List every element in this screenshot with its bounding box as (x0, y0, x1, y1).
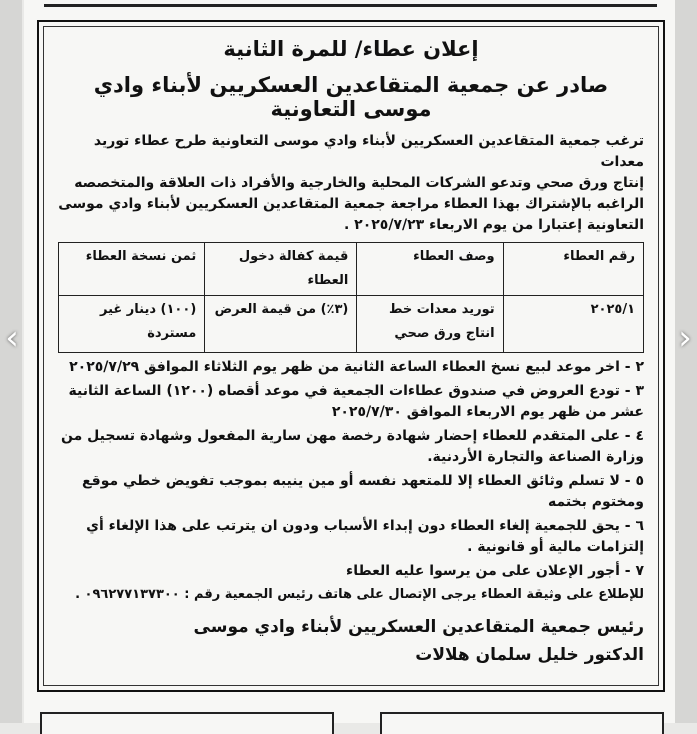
cell-tender-number: ٢٠٢٥/١ (503, 296, 643, 353)
chevron-left-icon[interactable]: ‹ (5, 318, 19, 358)
next-ad-box-right (380, 712, 664, 734)
header-tender-description: وصف العطاء (357, 243, 503, 296)
list-item: ٣ - تودع العروض في صندوق عطاءات الجمعية في موعد أقصاه (١٢٠٠) الساعة الثانية عشر من ظهر يوم الاربعاء الموافق ٢٠٢٥/٧/٣٠ (68, 383, 644, 420)
tender-advertisement (37, 20, 665, 692)
signature-name: الدكتور خليل سلمان هلالات (415, 645, 644, 665)
list-item: ٤ - على المتقدم للعطاء إحضار شهادة رخصة مهن سارية المفعول وشهادة تسجيل من وزارة الصناعة والتجارة الأردنية. (61, 428, 644, 465)
contact-line: للإطلاع على وثيقة العطاء يرجى الإتصال على هاتف رئيس الجمعية رقم : ٠٩٦٢٧٧١٣٧٣٠٠ . (75, 587, 644, 602)
ad-title: إعلان عطاء/ للمرة الثانية (223, 37, 479, 61)
intro-line: ترغب جمعية المتقاعدين العسكريين لأبناء وادي موسى التعاونية طرح عطاء توريد معدات (93, 133, 644, 170)
table-row (59, 296, 644, 353)
header-tender-number: رقم العطاء (503, 243, 643, 296)
list-item: ٢ - اخر موعد لبيع نسخ العطاء الساعة الثانية من ظهر يوم الثلاثاء الموافق ٢٠٢٥/٧/٢٩ (69, 359, 644, 375)
ad-inner-frame (43, 26, 659, 686)
intro-paragraph (58, 131, 644, 236)
intro-line: إنتاج ورق صحي وتدعو الشركات المحلية والخارجية والأفراد ذات العلاقة والمتخصصه (74, 175, 644, 191)
list-item: ٥ - لا تسلم وثائق العطاء إلا للمتعهد نفسه أو مين ينيبه بموجب تفويض خطي موقع ومختوم بختمه (81, 473, 644, 510)
cell-copy-price: (١٠٠) دينار غير مستردة (59, 296, 205, 353)
list-item: ٧ - أجور الإعلان على من يرسوا عليه العطاء (346, 563, 644, 579)
intro-line: الراغبه بالإشتراك بهذا العطاء مراجعة جمعية المتقاعدين العسكريين لأبناء وادي موسى (58, 196, 644, 212)
list-item: ٦ - يحق للجمعية إلغاء العطاء دون إبداء الأسباب ودون ان يترتب على هذا الإلغاء أي إلتزامات مالية أو قانونية . (86, 518, 644, 555)
cell-bid-bond: (٣٪) من قيمة العرض (205, 296, 357, 353)
conditions-list (58, 357, 644, 582)
right-margin-strip (675, 0, 697, 723)
header-copy-price: ثمن نسخة العطاء (59, 243, 205, 296)
left-margin-strip (0, 0, 22, 723)
ad-issuer: صادر عن جمعية المتقاعدين العسكريين لأبناء وادي موسى التعاونية (93, 73, 609, 121)
cell-tender-description: توريد معدات خط انتاج ورق صحي (357, 296, 503, 353)
top-rule (44, 4, 657, 7)
next-ad-box-left (40, 712, 334, 734)
tender-table (58, 242, 644, 353)
signature-title: رئيس جمعية المتقاعدين العسكريين لأبناء وادي موسى (193, 617, 644, 637)
chevron-right-icon[interactable]: › (678, 318, 692, 358)
table-header-row (59, 243, 644, 296)
intro-line: التعاونية إعتبارا من يوم الاربعاء ٢٠٢٥/٧/٢٣ . (343, 217, 644, 233)
header-bid-bond: قيمة كفالة دخول العطاء (205, 243, 357, 296)
